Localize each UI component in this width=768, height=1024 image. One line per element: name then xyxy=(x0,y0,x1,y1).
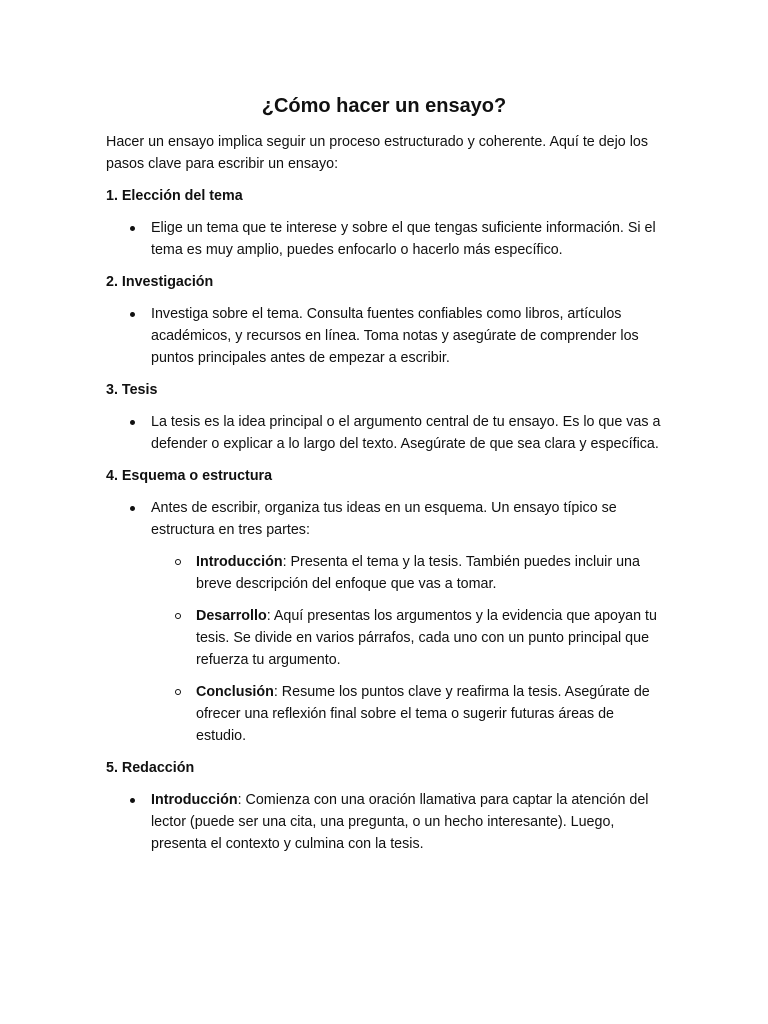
list-item xyxy=(106,411,662,455)
section-list-tema xyxy=(106,217,662,261)
sublist-item-text xyxy=(196,681,662,747)
section-list-esquema xyxy=(106,497,662,747)
list-item-text: Antes de escribir, organiza tus ideas en un esquema. Un ensayo típico se estructura en tres partes: xyxy=(151,500,617,538)
section-heading-investigacion: 2. Investigación xyxy=(106,274,214,290)
list-item-text: La tesis es la idea principal o el argumento central de tu ensayo. Es lo que vas a defender o explicar a lo largo del texto. Asegúrate de que sea clara y específica. xyxy=(151,414,661,452)
term-bold: Introducción xyxy=(151,792,238,808)
list-item xyxy=(106,497,662,747)
term-description: : Comienza con una oración llamativa para captar la atención del lector (puede ser una cita, una pregunta, o un hecho interesante). Luego, presenta el contexto y culmina con la tesis. xyxy=(151,792,649,852)
intro-paragraph: Hacer un ensayo implica seguir un proceso estructurado y coherente. Aquí te dejo los pasos clave para escribir un ensayo: xyxy=(106,134,649,172)
section-list-redaccion xyxy=(106,789,662,855)
sublist-item-text xyxy=(196,605,662,671)
list-item-text: Elige un tema que te interese y sobre el que tengas suficiente información. Si el tema es muy amplio, puedes enfocarlo o hacerlo más específico. xyxy=(151,220,656,258)
section-heading-tema: 1. Elección del tema xyxy=(106,188,243,204)
list-item-text: Investiga sobre el tema. Consulta fuentes confiables como libros, artículos académicos, y recursos en línea. Toma notas y asegúrate de comprender los puntos principales antes de empezar a escribir. xyxy=(151,306,639,366)
sublist-item xyxy=(151,551,662,595)
term-bold: Conclusión xyxy=(196,684,274,700)
sublist-item xyxy=(151,605,662,671)
section-heading-esquema: 4. Esquema o estructura xyxy=(106,468,273,484)
term-bold: Introducción xyxy=(196,554,283,570)
section-heading-redaccion: 5. Redacción xyxy=(106,760,195,776)
section-list-investigacion xyxy=(106,303,662,369)
sublist-item-text xyxy=(196,551,662,595)
sublist-item xyxy=(151,681,662,747)
sublist xyxy=(151,551,662,747)
term-description: : Resume los puntos clave y reafirma la tesis. Asegúrate de ofrecer una reflexión final sobre el tema o sugerir futuras áreas de estudio. xyxy=(196,684,650,744)
list-item xyxy=(106,303,662,369)
list-item xyxy=(106,217,662,261)
page-title: ¿Cómo hacer un ensayo? xyxy=(261,95,507,117)
term-description: : Aquí presentas los argumentos y la evidencia que apoyan tu tesis. Se divide en varios párrafos, cada uno con un punto principal que refuerza tu argumento. xyxy=(196,608,657,668)
list-item xyxy=(106,789,662,855)
section-heading-tesis: 3. Tesis xyxy=(106,382,158,398)
term-bold: Desarrollo xyxy=(196,608,267,624)
section-list-tesis xyxy=(106,411,662,455)
term-description: : Presenta el tema y la tesis. También puedes incluir una breve descripción del enfoque que vas a tomar. xyxy=(196,554,640,592)
list-item-text xyxy=(151,789,662,855)
